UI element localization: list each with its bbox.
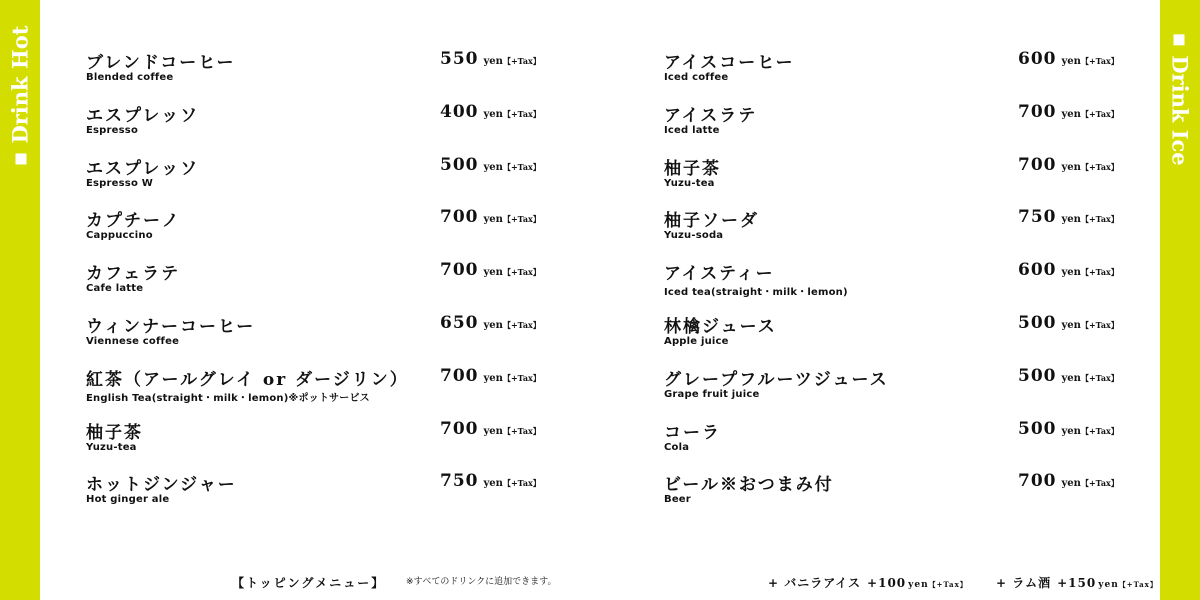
tax-label: 【+Tax】 (502, 56, 541, 66)
menu-item (86, 206, 546, 259)
item-description: Yuzu-tea (86, 441, 137, 453)
menu-item (86, 470, 546, 523)
item-price: 500 (1018, 365, 1057, 386)
item-description: Cola (664, 441, 690, 453)
tax-label: 【+Tax】 (1080, 478, 1119, 489)
item-price-group (440, 102, 541, 122)
menu-item (86, 101, 546, 154)
item-description: Iced latte (664, 124, 720, 136)
item-name: アイスコーヒー (664, 53, 795, 73)
yen-label: yen (1061, 214, 1081, 226)
menu-item (664, 48, 1124, 101)
topping-name: + ラム酒 (996, 576, 1052, 590)
menu-item (664, 470, 1124, 523)
item-price: 700 (440, 260, 479, 281)
topping-menu-note: ※すべてのドリンクに追加できます。 (406, 577, 557, 587)
item-price-group (440, 419, 541, 439)
yen-label: yen (1061, 372, 1081, 384)
menu-item (664, 418, 1124, 471)
item-price-group (1018, 49, 1119, 69)
item-name: ホットジンジャー (86, 475, 237, 496)
menu-item (664, 365, 1124, 418)
item-price: 400 (440, 101, 479, 122)
item-name: 紅茶（アールグレイ or ダージリン） (86, 369, 409, 390)
item-price: 700 (440, 365, 479, 386)
square-bullet-icon (16, 153, 27, 164)
item-price-group (440, 155, 541, 175)
item-price: 500 (1018, 418, 1057, 439)
item-price: 700 (1018, 154, 1057, 175)
item-description: Hot ginger ale (86, 494, 170, 506)
yen-label: yen (1098, 580, 1119, 590)
yen-label: yen (1061, 56, 1081, 67)
item-price-group (1018, 471, 1119, 491)
item-name: ビール※おつまみ付 (664, 475, 834, 496)
menu-item (86, 418, 546, 471)
yen-label: yen (1061, 267, 1081, 279)
item-name: 柚子ソーダ (664, 211, 759, 232)
tax-label: 【+Tax】 (1080, 267, 1119, 278)
item-price: 700 (1018, 101, 1057, 122)
topping-menu-title: 【トッピングメニュー】 (232, 576, 386, 590)
tax-label: 【+Tax】 (502, 319, 541, 330)
item-name: ウィンナーコーヒー (86, 316, 256, 337)
topping-name: + バニラアイス (768, 576, 862, 590)
menu-item (664, 101, 1124, 154)
item-price-group (1018, 313, 1119, 333)
yen-label: yen (1061, 425, 1081, 437)
yen-label: yen (1061, 108, 1081, 120)
item-price: 650 (440, 312, 479, 333)
item-price-group (440, 313, 541, 333)
tax-label: 【+Tax】 (1080, 372, 1119, 383)
menu-item (86, 48, 546, 101)
tax-label: 【+Tax】 (1118, 580, 1158, 589)
drink-hot-label: Drink Hot (8, 26, 33, 165)
yen-label: yen (483, 56, 503, 67)
tax-label: 【+Tax】 (1080, 108, 1119, 119)
tax-label: 【+Tax】 (502, 267, 541, 278)
item-description: Yuzu-soda (664, 230, 724, 242)
item-description: Blended coffee (86, 72, 174, 83)
item-description: English Tea(straight・milk・lemon)※ポットサービス (86, 392, 370, 404)
tax-label: 【+Tax】 (1080, 56, 1119, 66)
item-name: カプチーノ (86, 211, 181, 232)
item-price-group (1018, 366, 1119, 386)
item-price: 500 (1018, 312, 1057, 333)
ice-drinks-list (664, 48, 1124, 523)
tax-label: 【+Tax】 (502, 425, 541, 436)
item-name: ブレンドコーヒー (86, 53, 236, 73)
item-price: 700 (440, 207, 479, 228)
topping-price: +150 (1057, 576, 1097, 590)
item-price-group (1018, 207, 1119, 227)
menu-item (86, 312, 546, 365)
item-description: Grape fruit juice (664, 388, 760, 400)
menu-item (664, 206, 1124, 259)
tax-label: 【+Tax】 (502, 372, 541, 383)
item-name: グレープフルーツジュース (664, 369, 889, 390)
item-price-group (1018, 260, 1119, 280)
item-description: Espresso (86, 124, 139, 136)
item-description: Beer (664, 494, 691, 506)
yen-label: yen (483, 319, 503, 331)
yen-label: yen (1061, 161, 1081, 173)
item-name: コーラ (664, 422, 721, 443)
tax-label: 【+Tax】 (1080, 319, 1119, 330)
yen-label: yen (1061, 319, 1081, 331)
yen-label: yen (483, 267, 503, 279)
yen-label: yen (483, 161, 503, 173)
menu-item (86, 154, 546, 207)
yen-label: yen (483, 478, 503, 490)
drink-ice-label: Drink Ice (1168, 34, 1193, 165)
yen-label: yen (483, 108, 503, 120)
hot-drinks-list (86, 48, 546, 523)
yen-label: yen (908, 580, 929, 590)
item-price-group (440, 471, 541, 491)
item-price-group (440, 49, 541, 69)
item-description: Iced coffee (664, 72, 729, 83)
menu-item (86, 365, 546, 418)
topping-price: +100 (867, 576, 907, 590)
tax-label: 【+Tax】 (502, 108, 541, 119)
item-name: アイスラテ (664, 105, 758, 126)
menu-item (664, 154, 1124, 207)
item-name: 柚子茶 (664, 158, 721, 179)
item-price: 750 (1018, 207, 1057, 228)
item-name: 林檎ジュース (664, 316, 777, 337)
yen-label: yen (1061, 478, 1081, 490)
item-name: 柚子茶 (86, 422, 143, 443)
menu-item (664, 312, 1124, 365)
item-description: Espresso W (86, 177, 153, 189)
item-description: Cafe latte (86, 283, 144, 295)
drink-ice-sidebar (1160, 0, 1200, 600)
menu-item (86, 259, 546, 312)
item-price-group (440, 366, 541, 386)
item-description: Yuzu-tea (664, 177, 715, 189)
item-price-group (1018, 419, 1119, 439)
item-price: 550 (440, 49, 479, 69)
tax-label: 【+Tax】 (502, 478, 541, 489)
topping-item (768, 574, 968, 591)
tax-label: 【+Tax】 (1080, 161, 1119, 172)
item-price: 500 (440, 154, 479, 175)
menu-item (664, 259, 1124, 312)
item-name: エスプレッソ (86, 158, 200, 179)
tax-label: 【+Tax】 (1080, 425, 1119, 436)
item-price: 700 (1018, 471, 1057, 492)
item-price: 600 (1018, 260, 1057, 281)
item-description: Cappuccino (86, 230, 153, 242)
tax-label: 【+Tax】 (928, 580, 968, 589)
yen-label: yen (483, 214, 503, 226)
topping-item (996, 574, 1158, 591)
item-price: 600 (1018, 49, 1057, 69)
item-description: Viennese coffee (86, 335, 180, 347)
yen-label: yen (483, 425, 503, 437)
item-description: Iced tea(straight・milk・lemon) (664, 287, 848, 299)
item-name: カフェラテ (86, 264, 181, 285)
item-description: Apple juice (664, 335, 729, 347)
item-price: 750 (440, 471, 479, 492)
item-price-group (1018, 102, 1119, 122)
tax-label: 【+Tax】 (502, 214, 541, 225)
tax-label: 【+Tax】 (1080, 214, 1119, 225)
drink-hot-sidebar (0, 0, 40, 600)
item-price-group (440, 207, 541, 227)
item-price: 700 (440, 418, 479, 439)
item-name: エスプレッソ (86, 105, 200, 126)
square-bullet-icon (1174, 34, 1185, 45)
item-name: アイスティー (664, 264, 775, 285)
tax-label: 【+Tax】 (502, 161, 541, 172)
item-price-group (440, 260, 541, 280)
yen-label: yen (483, 372, 503, 384)
item-price-group (1018, 155, 1119, 175)
